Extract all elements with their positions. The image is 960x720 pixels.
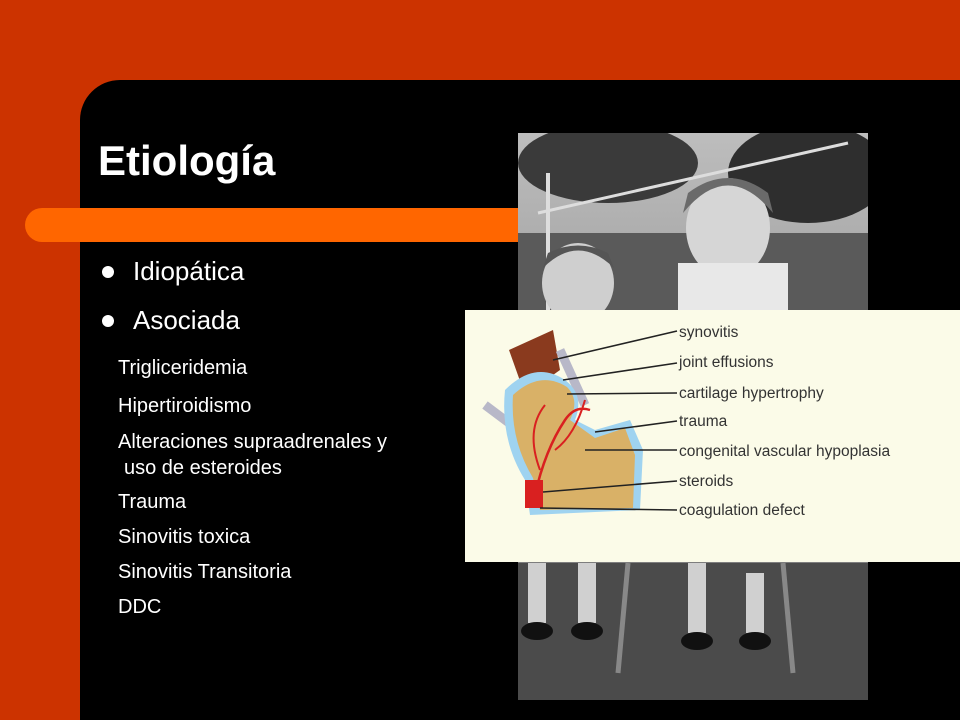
diagram-label-synovitis: synovitis [679, 324, 739, 341]
sub-item: Sinovitis toxica [118, 526, 251, 548]
sub-item: Trigliceridemia [118, 357, 248, 379]
bullet-item-asociada [102, 305, 240, 336]
diagram-label-trauma: trauma [679, 413, 728, 430]
sub-item: Trauma [118, 491, 187, 513]
bullet-label: Asociada [133, 305, 240, 335]
sub-item: Alteraciones supraadrenales y [118, 431, 388, 453]
diagram-label-cartilage-hypertrophy: cartilage hypertrophy [679, 385, 824, 402]
bullet-dot-icon [102, 315, 114, 327]
sub-item: uso de esteroides [124, 457, 282, 479]
bullet-label: Idiopática [133, 256, 245, 286]
sub-item: Sinovitis Transitoria [118, 561, 292, 583]
diagram-label-steroids: steroids [679, 473, 734, 490]
bullet-dot-icon [102, 266, 114, 278]
diagram-label-congenital-vascular-hypoplasia: congenital vascular hypoplasia [679, 443, 891, 460]
diagram-label-coagulation-defect: coagulation defect [679, 502, 805, 519]
accent-bar [25, 208, 545, 242]
sub-item: DDC [118, 596, 162, 618]
sub-item: Hipertiroidismo [118, 395, 252, 417]
diagram-label-joint-effusions: joint effusions [679, 354, 774, 371]
bullet-item-idiopatica [102, 256, 244, 287]
hip-joint-diagram [465, 310, 960, 562]
slide-title: Etiología [98, 137, 276, 184]
